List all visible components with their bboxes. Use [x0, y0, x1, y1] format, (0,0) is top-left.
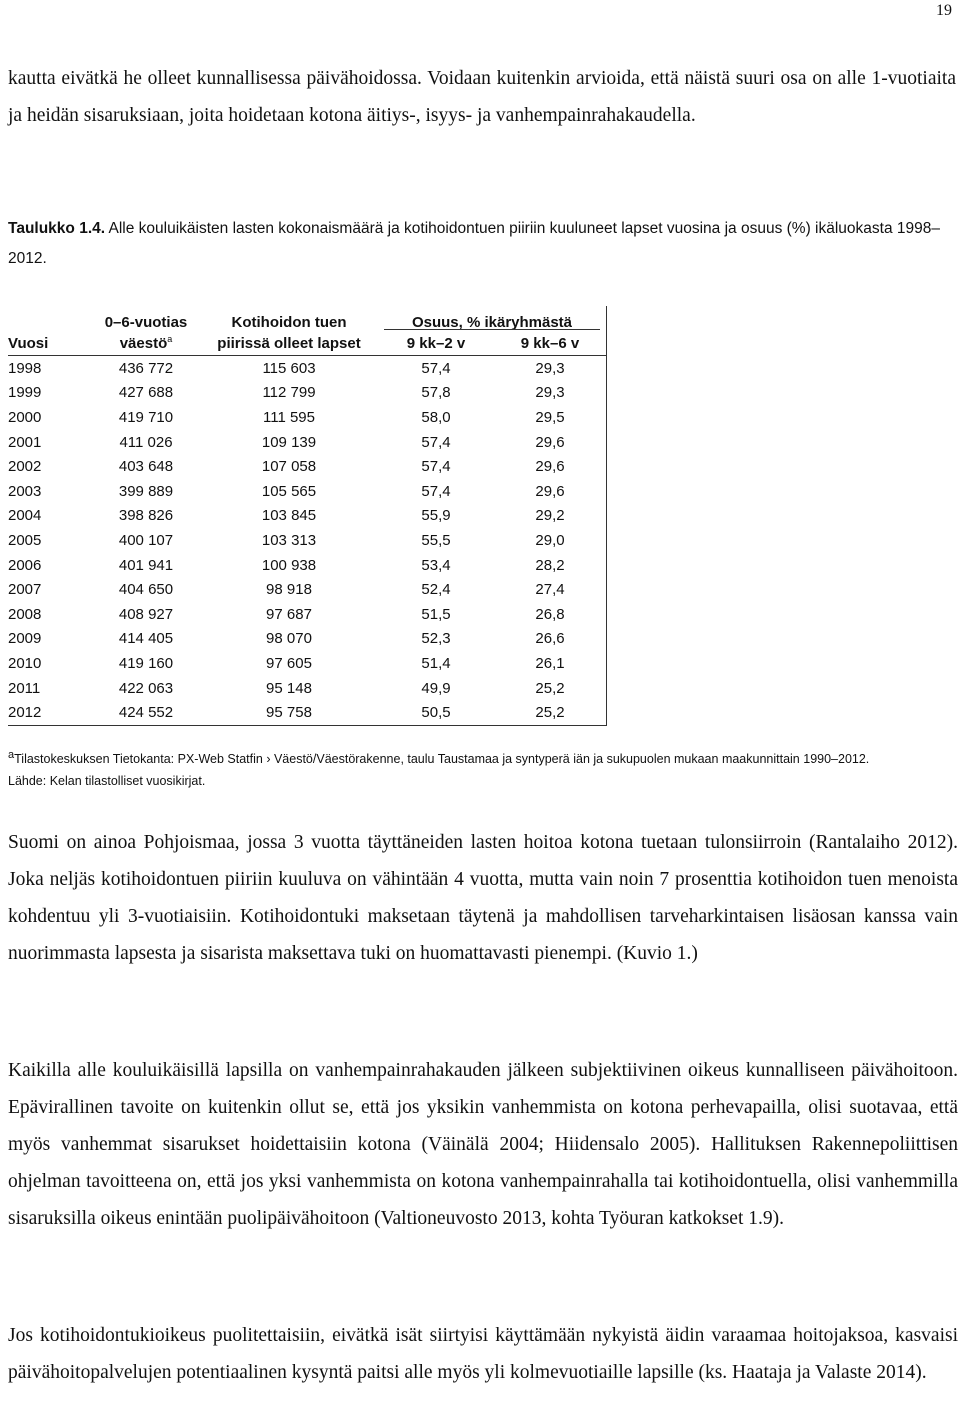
cell-care-children: 103 845 [261, 507, 317, 525]
cell-share-9kk-2v: 57,4 [421, 359, 451, 377]
paragraph-3: Kaikilla alle kouluikäisillä lapsilla on vanhempainrahakauden jälkeen subjektiivinen oikeus kunnalliseen päivähoitoon. Epävirallinen tavoite on kuitenkin ollut se, että jos yksikin vanhemmista on kotona perhevapailla, olisi suotavaa, että myös vanhemmat sisarukset hoidettaisiin kotona (Väinälä 2004; Hiidensalo 2005). Hallituksen Rakennepoliittisen ohjelman tavoitteena on, että jos yksi vanhemmista on kotona vanhempainrahalla tai kotihoidontuella, olisi vanhemmilla sisaruksilla oikeus enintään puolipäivähoitoon (Valtioneuvosto 2013, kohta Työuran katkokset 1.9). [8, 1060, 958, 1229]
cell-care-children: 97 687 [266, 605, 312, 623]
cell-care-children: 107 058 [261, 458, 317, 476]
table-row [8, 627, 607, 652]
cell-share-9kk-2v: 57,4 [421, 458, 451, 476]
cell-share-9kk-6v: 25,2 [494, 676, 607, 701]
cell-year: 2003 [8, 482, 42, 500]
table-row [8, 356, 607, 381]
cell-care-children: 103 313 [261, 531, 317, 549]
cell-share-9kk-6v: 29,6 [494, 430, 607, 455]
cell-share-9kk-6v: 26,8 [494, 602, 607, 627]
cell-share-9kk-2v: 58,0 [421, 408, 451, 426]
cell-year: 2000 [8, 408, 42, 426]
cell-population: 411 026 [119, 433, 173, 451]
header-share-9kk-2v: 9 kk–2 v [378, 331, 494, 356]
cell-share-9kk-2v: 50,5 [378, 700, 494, 725]
paragraph-4: Jos kotihoidontukioikeus puolitettaisiin, eivätkä isät siirtyisi käyttämään nykyistä äidin varaamaa hoitojaksoa, kasvaisi päivähoitopalvelujen potentiaalinen kysyntä paitsi alle myös yli kolmevuotiaille lapsille (ks. Haataja ja Valaste 2014). [8, 1325, 958, 1383]
cell-population: 424 552 [92, 700, 200, 725]
cell-share-9kk-2v: 51,5 [421, 605, 451, 623]
cell-year: 1998 [8, 359, 42, 377]
cell-population: 400 107 [118, 531, 174, 549]
cell-share-9kk-2v: 57,8 [421, 384, 451, 402]
table-caption-text: Alle kouluikäisten lasten kokonaismäärä ja kotihoidontuen piiriin kuuluneet lapset vuosina ja osuus (%) ikäluokasta 1998–2012. [8, 220, 940, 267]
table-row [8, 577, 607, 602]
cell-share-9kk-2v: 53,4 [421, 556, 451, 574]
cell-population: 414 405 [118, 630, 174, 648]
source-note: Lähde: Kelan tilastolliset vuosikirjat. [8, 774, 206, 789]
table-row [8, 651, 607, 676]
header-population-footnote-marker: a [167, 334, 173, 344]
header-population-line2 [92, 331, 200, 356]
table-row [8, 454, 607, 479]
table-row [8, 504, 607, 529]
header-spacer [8, 306, 92, 331]
cell-care-children: 98 070 [266, 630, 312, 648]
paragraph-2: Suomi on ainoa Pohjoismaa, jossa 3 vuotta täyttäneiden lasten hoitoa kotona tuetaan tulonsiirroin (Rantalaiho 2012). Joka neljäs kotihoidontuen piiriin kuuluva on vähintään 4 vuotta, mutta vain noin 7 prosenttia kotihoidon tuen menoista kohdentuu yli 3-vuotiaisiin. Kotihoidontuki maksetaan täytenä ja mahdollisen tarveharkintaisen lisäosan kanssa vain nuorimmasta lapsesta ja sisarista maksettava tuki on huomattavasti pienempi. (Kuvio 1.) [8, 832, 958, 964]
table-body [8, 356, 607, 726]
footnote [8, 744, 956, 770]
footnote-marker: a [8, 749, 15, 761]
cell-population: 404 650 [118, 581, 174, 599]
table-row [8, 528, 607, 553]
table-row [8, 381, 607, 406]
cell-care-children: 115 603 [262, 359, 316, 377]
cell-population: 399 889 [118, 482, 174, 500]
cell-year: 2006 [8, 556, 42, 574]
cell-share-9kk-2v: 57,4 [421, 433, 451, 451]
header-care-line1: Kotihoidon tuen [231, 314, 347, 331]
cell-care-children: 105 565 [261, 482, 317, 500]
cell-year: 2010 [8, 654, 42, 672]
cell-share-9kk-2v: 49,9 [421, 679, 451, 697]
header-share-group: Osuus, % ikäryhmästä [378, 306, 607, 331]
cell-care-children: 98 918 [266, 581, 312, 599]
table-caption [8, 214, 956, 274]
cell-care-children: 112 799 [262, 384, 316, 402]
cell-share-9kk-2v: 55,5 [421, 531, 451, 549]
cell-population: 436 772 [118, 359, 174, 377]
cell-year: 2009 [8, 630, 42, 648]
paragraph-1: kautta eivätkä he olleet kunnallisessa päivähoidossa. Voidaan kuitenkin arvioida, että näistä suuri osa on alle 1-vuotiaita ja heidän sisaruksiaan, joita hoidetaan kotona äitiys-, isyys- ja vanhempainrahakaudella. [8, 68, 956, 126]
cell-share-9kk-6v: 26,6 [494, 627, 607, 652]
table-row [8, 430, 607, 455]
cell-population: 419 160 [118, 654, 174, 672]
cell-population: 408 927 [118, 605, 174, 623]
cell-population: 422 063 [118, 679, 174, 697]
cell-share-9kk-6v: 29,6 [494, 454, 607, 479]
page-number: 19 [936, 2, 952, 19]
cell-share-9kk-6v: 29,0 [494, 528, 607, 553]
cell-care-children: 95 758 [200, 700, 378, 725]
cell-share-9kk-2v: 52,3 [421, 630, 451, 648]
cell-population: 401 941 [118, 556, 174, 574]
cell-share-9kk-6v: 29,3 [494, 381, 607, 406]
cell-share-9kk-6v: 29,5 [494, 405, 607, 430]
cell-year: 2008 [8, 605, 42, 623]
cell-year: 2005 [8, 531, 42, 549]
cell-population: 398 826 [118, 507, 174, 525]
table-notes [8, 744, 956, 792]
cell-share-9kk-2v: 57,4 [421, 482, 451, 500]
cell-share-9kk-6v: 27,4 [494, 577, 607, 602]
cell-population: 427 688 [118, 384, 174, 402]
table-row [8, 405, 607, 430]
cell-share-9kk-2v: 52,4 [421, 581, 451, 599]
cell-share-9kk-2v: 55,9 [421, 507, 451, 525]
header-care-line2: piirissä olleet lapset [200, 331, 378, 356]
table-row [8, 553, 607, 578]
cell-share-9kk-6v: 25,2 [494, 700, 607, 725]
table-row [8, 700, 607, 725]
cell-population: 403 648 [118, 458, 174, 476]
cell-share-9kk-6v: 26,1 [494, 651, 607, 676]
cell-care-children: 97 605 [266, 654, 312, 672]
footnote-text: Tilastokeskuksen Tietokanta: PX-Web Statfin › Väestö/Väestörakenne, taulu Taustamaa ja syntyperä iän ja sukupuolen mukaan maakunnittain 1990–2012. [14, 752, 870, 767]
table-caption-label: Taulukko 1.4. [8, 220, 106, 237]
table-row [8, 602, 607, 627]
cell-year: 2007 [8, 581, 42, 599]
cell-care-children: 100 938 [261, 556, 317, 574]
cell-year: 2011 [8, 679, 41, 697]
cell-year: 2002 [8, 458, 42, 476]
cell-care-children: 111 595 [263, 408, 315, 426]
cell-year: 2001 [8, 433, 42, 451]
cell-population: 419 710 [118, 408, 174, 426]
header-population-line1: 0–6-vuotias [104, 314, 188, 331]
cell-share-9kk-6v: 29,2 [494, 504, 607, 529]
cell-share-9kk-2v: 51,4 [421, 654, 451, 672]
header-year: Vuosi [8, 331, 92, 356]
cell-share-9kk-6v: 29,6 [494, 479, 607, 504]
header-population-label: väestö [119, 335, 168, 352]
cell-year: 2012 [8, 700, 92, 725]
cell-share-9kk-6v: 28,2 [494, 553, 607, 578]
header-share-9kk-6v: 9 kk–6 v [494, 331, 607, 356]
cell-year: 2004 [8, 507, 42, 525]
table-row [8, 479, 607, 504]
cell-care-children: 95 148 [266, 679, 312, 697]
cell-share-9kk-6v: 29,3 [494, 356, 607, 381]
data-table [8, 306, 607, 726]
cell-year: 1999 [8, 384, 42, 402]
table-row [8, 676, 607, 701]
cell-care-children: 109 139 [261, 433, 317, 451]
